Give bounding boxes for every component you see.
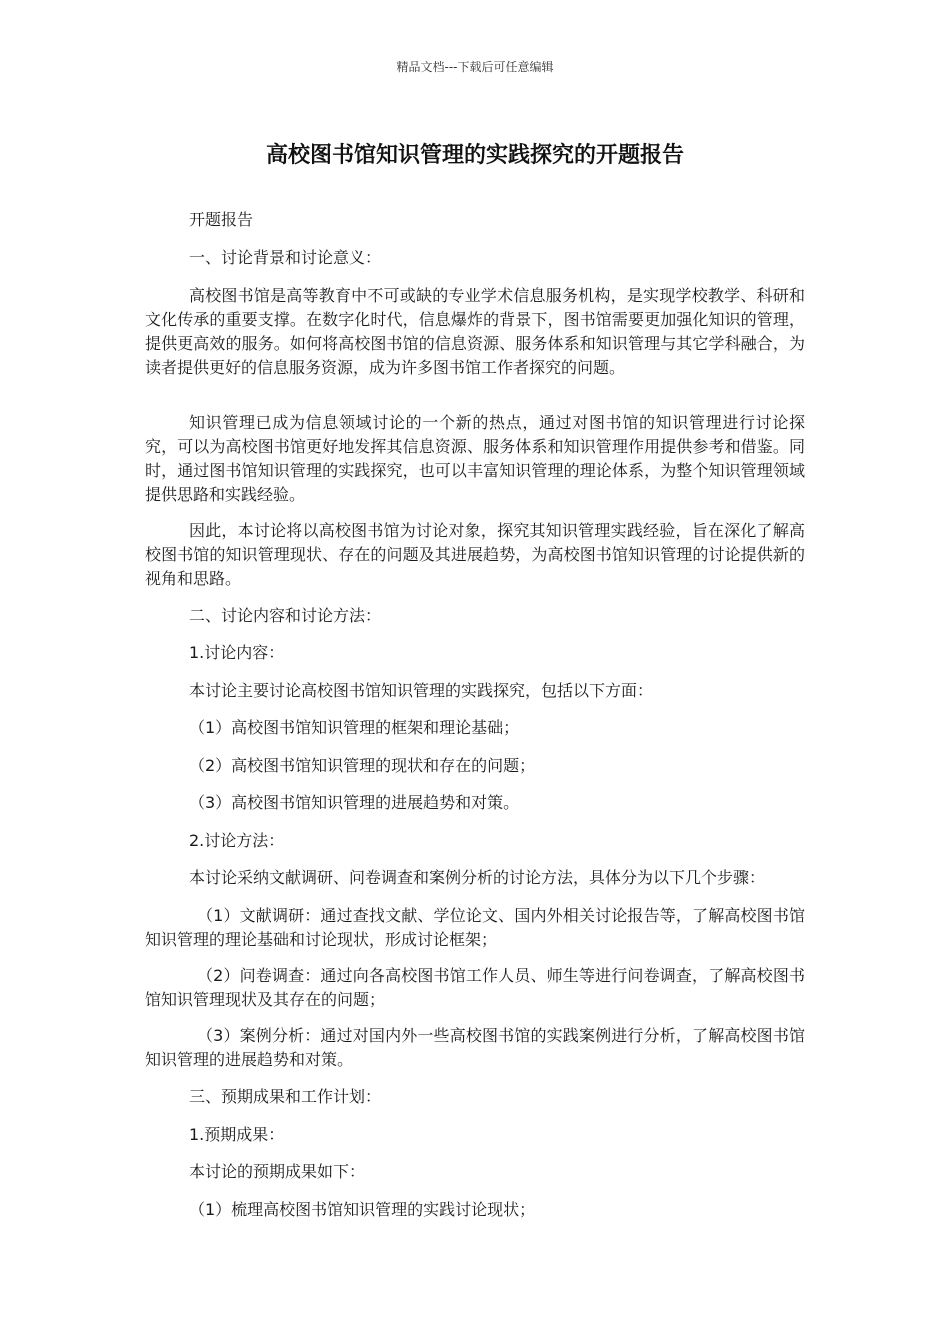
list-item: （3）高校图书馆知识管理的进展趋势和对策。	[189, 793, 520, 812]
paragraph: 本讨论的预期成果如下：	[189, 1162, 366, 1181]
subsection-heading: 1.讨论内容：	[189, 643, 285, 662]
paragraph: 本讨论主要讨论高校图书馆知识管理的实践探究，包括以下方面：	[189, 681, 654, 700]
paragraph: 因此，本讨论将以高校图书馆为讨论对象，探究其知识管理实践经验，旨在深化了解高校图书馆的知识管理现状、存在的问题及其进展趋势，为高校图书馆知识管理的讨论提供新的视角和思路。	[145, 521, 805, 588]
page-header: 精品文档---下载后可任意编辑	[396, 60, 554, 74]
list-item: （3）案例分析：通过对国内外一些高校图书馆的实践案例进行分析，了解高校图书馆知识管理的进展趋势和对策。	[145, 1026, 805, 1069]
section-heading: 三、预期成果和工作计划：	[189, 1087, 382, 1106]
subsection-heading: 1.预期成果：	[189, 1125, 285, 1144]
list-item: （1）梳理高校图书馆知识管理的实践讨论现状；	[189, 1200, 536, 1219]
list-item: （2）高校图书馆知识管理的现状和存在的问题；	[189, 756, 536, 775]
list-item: （2）问卷调查：通过向各高校图书馆工作人员、师生等进行问卷调查，了解高校图书馆知识管理现状及其存在的问题；	[145, 966, 805, 1009]
paragraph: 本讨论采纳文献调研、问卷调查和案例分析的讨论方法，具体分为以下几个步骤：	[189, 868, 766, 887]
paragraph: 高校图书馆是高等教育中不可或缺的专业学术信息服务机构，是实现学校教学、科研和文化传承的重要支撑。在数字化时代，信息爆炸的背景下，图书馆需要更加强化知识的管理，提供更高效的服务。如何将高校图书馆的信息资源、服务体系和知识管理与其它学科融合，为读者提供更好的信息服务资源，成为许多图书馆工作者探究的问题。	[145, 286, 805, 377]
paragraph-label: 开题报告	[189, 210, 254, 229]
subsection-heading: 2.讨论方法：	[189, 831, 285, 850]
list-item: （1）文献调研：通过查找文献、学位论文、国内外相关讨论报告等，了解高校图书馆知识管理的理论基础和讨论现状，形成讨论框架；	[145, 906, 805, 949]
list-item: （1）高校图书馆知识管理的框架和理论基础；	[189, 718, 520, 737]
paragraph: 知识管理已成为信息领域讨论的一个新的热点，通过对图书馆的知识管理进行讨论探究，可以为高校图书馆更好地发挥其信息资源、服务体系和知识管理作用提供参考和借鉴。同时，通过图书馆知识管理的实践探究，也可以丰富知识管理的理论体系，为整个知识管理领域提供思路和实践经验。	[145, 413, 805, 504]
document-title: 高校图书馆知识管理的实践探究的开题报告	[265, 143, 684, 168]
section-heading: 二、讨论内容和讨论方法：	[189, 606, 382, 625]
section-heading: 一、讨论背景和讨论意义：	[189, 248, 382, 267]
